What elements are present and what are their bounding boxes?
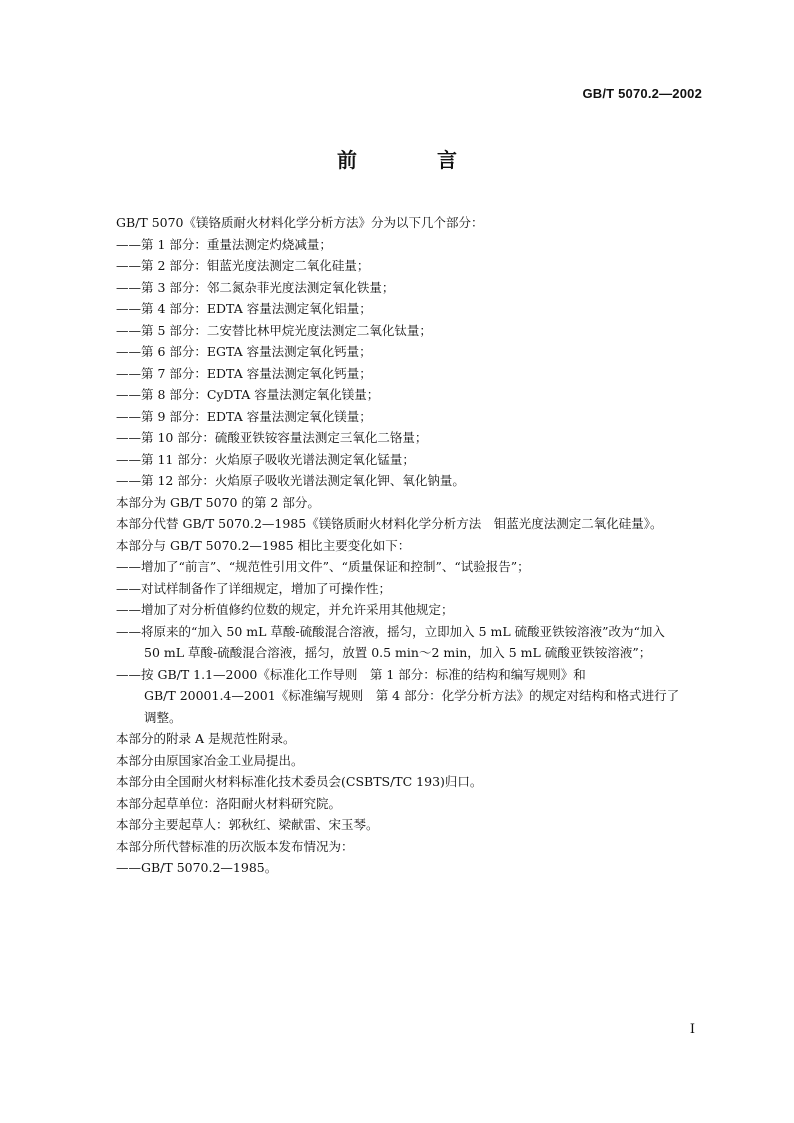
- list-item: ——GB/T 5070.2—1985。: [116, 860, 278, 875]
- list-item: ——第 12 部分：火焰原子吸收光谱法测定氧化钾、氧化钠量。: [116, 473, 465, 488]
- list-item: ——对试样制备作了详细规定，增加了可操作性；: [116, 580, 392, 596]
- list-item: ——第 2 部分：钼蓝光度法测定二氧化硅量；: [116, 258, 370, 273]
- list-item: ——将原来的“加入 50 mL 草酸-硫酸混合溶液，摇匀，立即加入 5 mL 硫酸亚铁铵溶液”改为“加入: [116, 623, 665, 639]
- list-item: ——第 4 部分：EDTA 容量法测定氧化铝量；: [116, 301, 372, 316]
- parts-list: [116, 234, 710, 492]
- statement-drafting-unit: 本部分起草单位：洛阳耐火材料研究院。: [116, 795, 342, 811]
- foreword-body: [116, 212, 710, 879]
- list-item: ——第 10 部分：硫酸亚铁铵容量法测定三氧化二铬量；: [116, 430, 428, 445]
- list-item: ——增加了对分析值修约位数的规定，并允许采用其他规定；: [116, 602, 454, 617]
- list-item: ——第 7 部分：EDTA 容量法测定氧化钙量；: [116, 365, 372, 381]
- statement-history: 本部分所代替标准的历次版本发布情况为：: [116, 838, 354, 854]
- statement-centralized: 本部分由全国耐火材料标准化技术委员会(CSBTS/TC 193)归口。: [116, 774, 483, 789]
- page-number: I: [689, 1022, 695, 1037]
- list-item: ——第 9 部分：EDTA 容量法测定氧化镁量；: [116, 408, 372, 424]
- statement-replaces: 本部分代替 GB/T 5070.2—1985《镁铬质耐火材料化学分析方法 钼蓝光度法测定二氧化硅量》。: [116, 516, 663, 531]
- intro-text: GB/T 5070《镁铬质耐火材料化学分析方法》分为以下几个部分：: [116, 215, 484, 230]
- changes-list: [116, 556, 710, 728]
- list-item: ——按 GB/T 1.1—2000《标准化工作导则 第 1 部分：标准的结构和编写规则》和: [116, 666, 586, 682]
- list-item: ——第 5 部分：二安替比林甲烷光度法测定二氧化钛量；: [116, 322, 432, 338]
- list-item: ——第 11 部分：火焰原子吸收光谱法测定氧化锰量；: [116, 451, 415, 467]
- list-item-continuation: 50 mL 草酸-硫酸混合溶液，摇匀，放置 0.5 min～2 min，加入 5 mL 硫酸亚铁铵溶液”；: [144, 645, 652, 660]
- list-item: ——第 8 部分：CyDTA 容量法测定氧化镁量；: [116, 387, 380, 402]
- statement-drafters: 本部分主要起草人：郭秋红、梁献雷、宋玉琴。: [116, 817, 379, 832]
- statement-changes: 本部分与 GB/T 5070.2—1985 相比主要变化如下：: [116, 537, 411, 553]
- list-item: ——第 3 部分：邻二氮杂菲光度法测定氧化铁量；: [116, 279, 395, 295]
- list-item-continuation: 调整。: [144, 709, 182, 725]
- statement-proposed: 本部分由原国家冶金工业局提出。: [116, 752, 304, 768]
- list-item: ——第 6 部分：EGTA 容量法测定氧化钙量；: [116, 344, 372, 359]
- statement-annex: 本部分的附录 A 是规范性附录。: [116, 731, 296, 746]
- standard-code: GB/T 5070.2—2002: [582, 86, 702, 101]
- list-item: ——增加了“前言”、“规范性引用文件”、“质量保证和控制”、“试验报告”；: [116, 559, 530, 574]
- list-item-continuation: GB/T 20001.4—2001《标准编写规则 第 4 部分：化学分析方法》的规定对结构和格式进行了: [144, 688, 680, 703]
- list-item: ——第 1 部分：重量法测定灼烧减量；: [116, 236, 332, 252]
- statement-part: 本部分为 GB/T 5070 的第 2 部分。: [116, 494, 320, 510]
- page-title: 前 言: [337, 148, 487, 172]
